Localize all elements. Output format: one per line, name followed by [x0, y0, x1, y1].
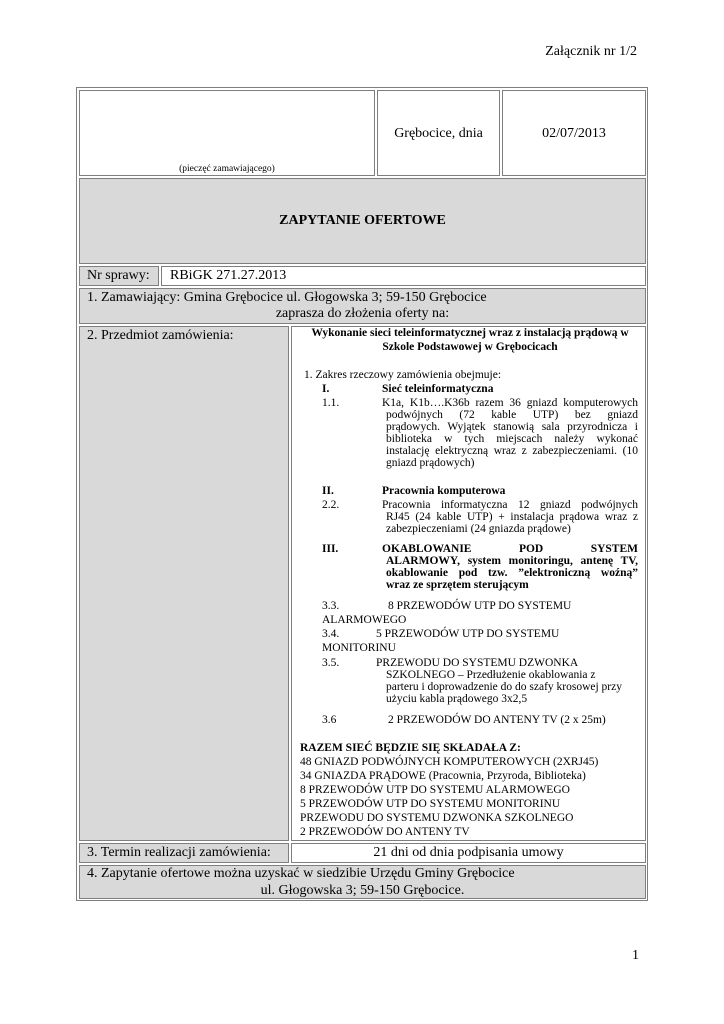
item-heading: Pracownia komputerowa	[382, 485, 506, 497]
item-num: 3.3.	[322, 600, 340, 612]
date-value: 02/07/2013	[542, 126, 606, 141]
case-value-cell	[161, 266, 646, 286]
section-4	[79, 865, 646, 899]
item-num: 2.2.	[322, 499, 340, 511]
summary-item: 48 GNIAZD PODWÓJNYCH KOMPUTEROWYCH (2XRJ45)	[300, 756, 599, 768]
section-4-line1: 4. Zapytanie ofertowe można uzyskać w siedzibie Urzędu Gminy Grębocice	[87, 866, 515, 881]
subject-heading-2: Szkole Podstawowej w Grębocicach	[382, 341, 558, 353]
subject-heading-1: Wykonanie sieci teleinformatycznej wraz z instalacją prądową w	[311, 327, 629, 339]
item-num: III.	[322, 543, 339, 555]
summary-item: 8 PRZEWODÓW UTP DO SYSTEMU ALARMOWEGO	[300, 784, 570, 796]
title-cell	[79, 178, 646, 264]
item-text: Pracownia informatyczna 12 gniazd podwójnych RJ45 (24 kable UTP) + instalacja prądowa wraz z zabezpieczeniami (24 gniazda prądowe)	[382, 499, 638, 535]
item-text: K1a, K1b….K36b razem 36 gniazd komputerowych podwójnych (72 kable UTP) bez gniazd prądowych. Wyjątek stanowią sala przyrodnicza i biblioteka w tych miejscach należy wykonać instalację elektryczną wraz z zabezpieczeniami. (10 gniazd prądowych)	[382, 397, 638, 469]
section-3-label: 3. Termin realizacji zamówienia:	[87, 845, 271, 860]
section-3-label-cell	[79, 843, 289, 863]
summary-item: 34 GNIAZDA PRĄDOWE (Pracownia, Przyroda, Biblioteka)	[300, 770, 586, 782]
section-3-value: 21 dni od dnia podpisania umowy	[373, 845, 564, 860]
item-text: ALARMOWEGO	[322, 614, 407, 626]
summary-item: 2 PRZEWODÓW DO ANTENY TV	[300, 826, 470, 838]
item-text: PRZEWODU DO SYSTEMU DZWONKA SZKOLNEGO – Przedłużenie okablowania z parteru i doprowadzenie do do szafy krosowej przy użyciu kabla prądowego 3x2,5	[376, 657, 622, 705]
page-title: ZAPYTANIE OFERTOWE	[279, 213, 446, 228]
section-1	[79, 288, 646, 324]
section-1-line2: zaprasza do złożenia oferty na:	[275, 306, 450, 321]
item-num: 1.1.	[322, 397, 340, 409]
stamp-label: (pieczęć zamawiającego)	[179, 164, 275, 174]
case-value: RBiGK 271.27.2013	[170, 268, 287, 283]
attachment-label: Załącznik nr 1/2	[545, 44, 637, 59]
section-4-line2: ul. Głogowska 3; 59-150 Grębocice.	[260, 883, 465, 898]
item-heading: Sieć teleinformatyczna	[382, 383, 494, 395]
summary-heading: RAZEM SIEĆ BĘDZIE SIĘ SKŁADAŁA Z:	[300, 742, 521, 754]
item-num: II.	[322, 485, 334, 497]
date-cell	[502, 90, 646, 176]
item-num: 3.5.	[322, 657, 340, 669]
item-text: OKABLOWANIE POD SYSTEM ALARMOWY, system monitoringu, antenę TV, okablowanie pod tzw. ”elektroniczną woźną” wraz ze sprzętem sterującym	[382, 543, 638, 591]
place-label: Grębocice, dnia	[394, 126, 483, 141]
stamp-cell	[79, 90, 375, 176]
item-text: 5 PRZEWODÓW UTP DO SYSTEMU	[376, 628, 560, 640]
page-number: 1	[632, 948, 639, 963]
item-num: 3.6	[322, 714, 337, 726]
summary-item: 5 PRZEWODÓW UTP DO SYSTEMU MONITORINU	[300, 798, 561, 810]
case-label: Nr sprawy:	[87, 268, 150, 283]
item-text: MONITORINU	[322, 642, 396, 654]
item-text: 8 PRZEWODÓW UTP DO SYSTEMU	[388, 600, 572, 612]
scope-title: 1. Zakres rzeczowy zamówienia obejmuje:	[304, 369, 502, 381]
section-2-content	[291, 326, 646, 841]
section-2-label: 2. Przedmiot zamówienia:	[87, 328, 234, 343]
case-label-cell	[79, 266, 159, 286]
item-text: 2 PRZEWODÓW DO ANTENY TV (2 x 25m)	[388, 714, 606, 726]
item-num: 3.4.	[322, 628, 340, 640]
place-cell	[377, 90, 500, 176]
summary-item: PRZEWODU DO SYSTEMU DZWONKA SZKOLNEGO	[300, 812, 574, 824]
section-2-label-cell	[79, 326, 289, 841]
section-1-line1: 1. Zamawiający: Gmina Grębocice ul. Głogowska 3; 59-150 Grębocice	[87, 290, 487, 305]
section-3-value-cell	[291, 843, 646, 863]
item-num: I.	[322, 383, 330, 395]
